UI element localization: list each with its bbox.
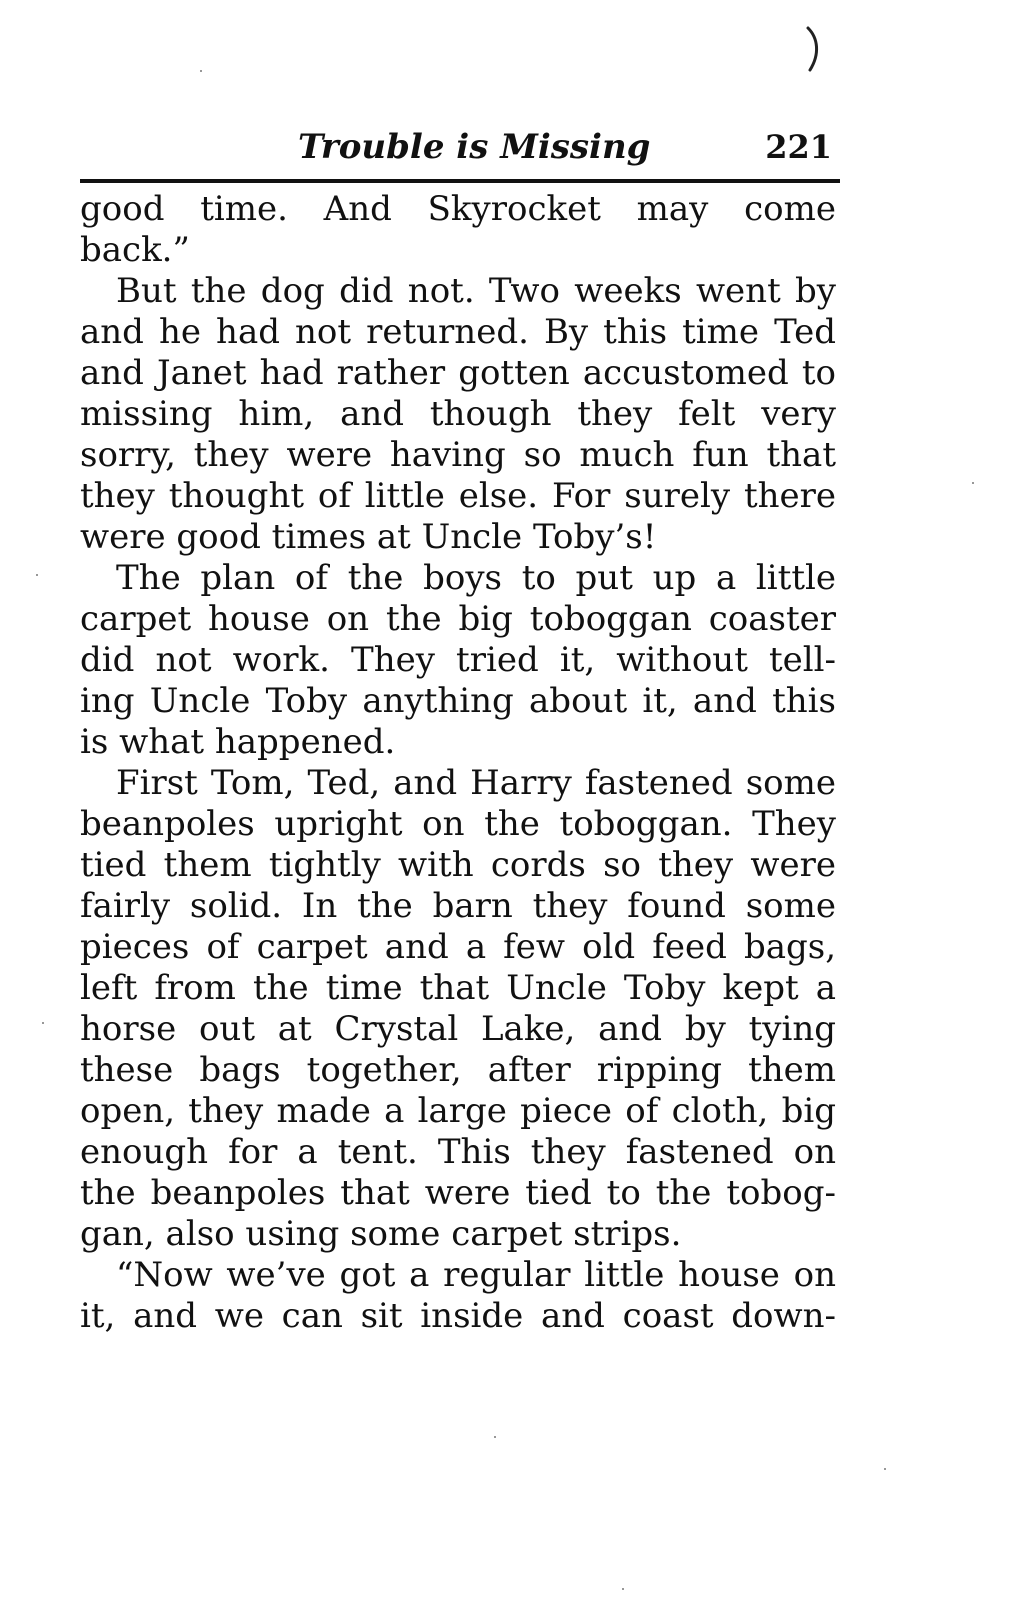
text-line: left from the time that Uncle Toby kept a (80, 968, 836, 1008)
text-line: pieces of carpet and a few old feed bags, (80, 927, 836, 967)
pencil-bracket-mark (800, 24, 830, 74)
text-line: and Janet had rather gotten accustomed to (80, 353, 836, 393)
text-line: enough for a tent. This they fastened on (80, 1132, 836, 1172)
running-head (80, 126, 840, 178)
text-line: tied them tightly with cords so they were (80, 845, 836, 885)
text-line: gan, also using some carpet strips. (80, 1214, 682, 1254)
text-line: beanpoles upright on the toboggan. They (80, 804, 836, 844)
running-title: Trouble is Missing (298, 127, 651, 167)
text-line: the beanpoles that were tied to the tobog- (80, 1173, 836, 1213)
body-text (80, 189, 836, 1337)
text-line: back.” (80, 230, 190, 270)
paper-speck (972, 482, 974, 484)
paper-speck (622, 1588, 624, 1590)
text-line: they thought of little else. For surely there (80, 476, 836, 516)
paper-speck (36, 574, 38, 576)
paper-speck (200, 70, 202, 72)
text-line: is what happened. (80, 722, 396, 762)
page-number: 221 (765, 128, 832, 166)
header-rule (80, 179, 840, 183)
text-line: it, and we can sit inside and coast down- (80, 1296, 836, 1336)
text-line: good time. And Skyrocket may come (80, 189, 836, 229)
text-line: these bags together, after ripping them (80, 1050, 836, 1090)
text-line: sorry, they were having so much fun that (80, 435, 836, 475)
text-line: carpet house on the big toboggan coaster (80, 599, 836, 639)
paragraph-first-line: First Tom, Ted, and Harry fastened some (116, 763, 836, 803)
paper-speck (884, 1468, 886, 1470)
text-line: were good times at Uncle Toby’s! (80, 517, 657, 557)
paragraph-first-line: But the dog did not. Two weeks went by (116, 271, 836, 311)
text-line: open, they made a large piece of cloth, big (80, 1091, 836, 1131)
text-line: and he had not returned. By this time Ted (80, 312, 836, 352)
paper-speck (494, 1436, 496, 1438)
text-line: missing him, and though they felt very (80, 394, 836, 434)
text-line: ing Uncle Toby anything about it, and this (80, 681, 836, 721)
paragraph-first-line: “Now we’ve got a regular little house on (116, 1255, 836, 1295)
paragraph-first-line: The plan of the boys to put up a little (116, 558, 836, 598)
text-line: did not work. They tried it, without tell- (80, 640, 836, 680)
text-line: horse out at Crystal Lake, and by tying (80, 1009, 836, 1049)
paper-speck (42, 1022, 44, 1024)
text-line: fairly solid. In the barn they found some (80, 886, 836, 926)
